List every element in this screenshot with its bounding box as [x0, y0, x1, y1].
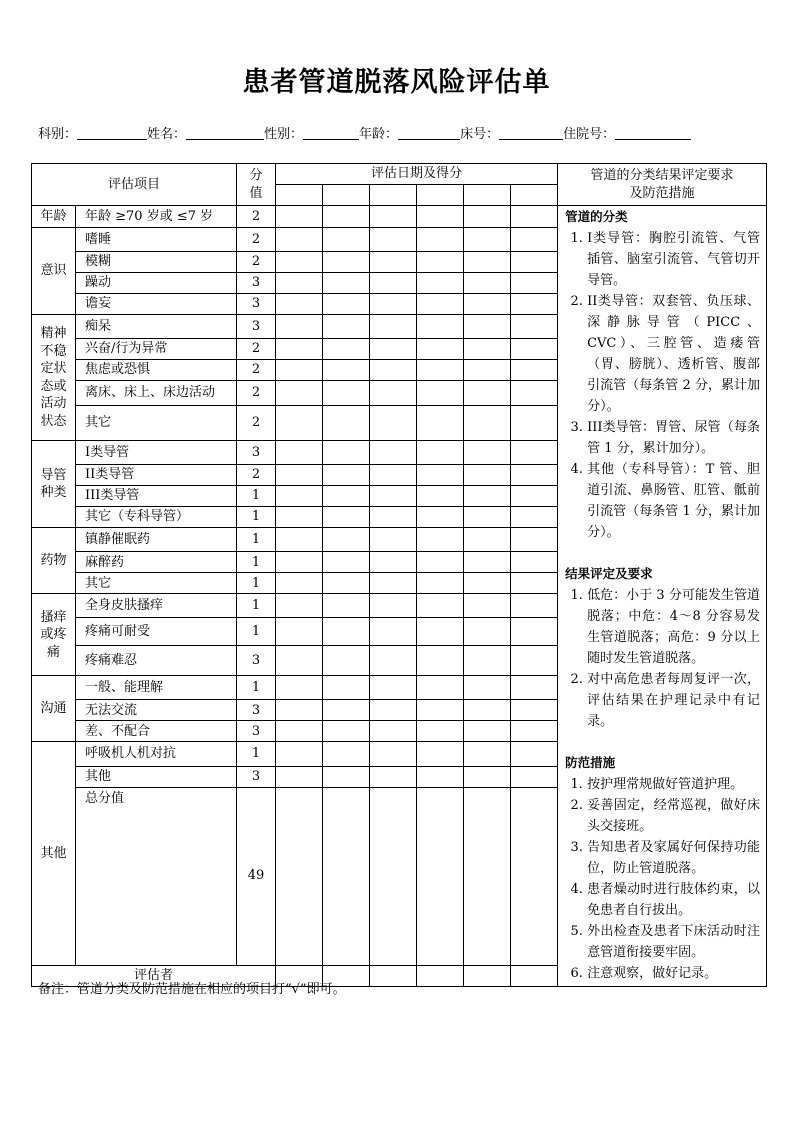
- score-cell[interactable]: [464, 360, 511, 381]
- score-cell[interactable]: [464, 646, 511, 676]
- score-cell[interactable]: [417, 315, 464, 339]
- item-score: 2: [237, 339, 276, 360]
- score-cell[interactable]: [276, 465, 323, 486]
- score-cell[interactable]: [276, 721, 323, 742]
- score-cell[interactable]: [323, 618, 370, 646]
- group-age: 年龄: [32, 206, 76, 228]
- score-cell[interactable]: [323, 573, 370, 594]
- classification-title: 管道的分类: [565, 209, 628, 224]
- score-cell[interactable]: [370, 700, 417, 721]
- score-cell[interactable]: [276, 315, 323, 339]
- item-score: 3: [237, 646, 276, 676]
- score-cell[interactable]: [511, 618, 558, 646]
- classification-list: [565, 228, 760, 543]
- score-cell[interactable]: [511, 787, 558, 965]
- item-label: 疼痛难忍: [76, 646, 237, 676]
- score-cell[interactable]: [370, 206, 417, 228]
- score-cell[interactable]: [511, 228, 558, 252]
- score-cell[interactable]: [417, 721, 464, 742]
- score-cell[interactable]: [276, 486, 323, 507]
- score-cell[interactable]: [464, 228, 511, 252]
- score-cell[interactable]: [323, 381, 370, 406]
- list-item: 3. 告知患者及家属好何保持功能位，防止管道脱落。: [587, 837, 760, 879]
- score-cell[interactable]: [323, 315, 370, 339]
- score-cell[interactable]: [417, 528, 464, 552]
- score-cell[interactable]: [464, 676, 511, 700]
- requirements-panel: [558, 206, 767, 987]
- item-score: 3: [237, 315, 276, 339]
- item-score: 1: [237, 528, 276, 552]
- score-cell[interactable]: [464, 787, 511, 965]
- signature-cell[interactable]: [511, 965, 558, 986]
- item-label: 一般、能理解: [76, 676, 237, 700]
- score-cell[interactable]: [464, 528, 511, 552]
- score-cell[interactable]: [370, 552, 417, 573]
- score-cell[interactable]: [370, 294, 417, 315]
- score-cell[interactable]: [511, 441, 558, 465]
- list-item: 1. 按护理常规做好管道护理。: [587, 774, 760, 795]
- score-cell[interactable]: [511, 766, 558, 787]
- score-cell[interactable]: [323, 646, 370, 676]
- header-score: 分 值: [237, 164, 276, 206]
- score-cell[interactable]: [464, 486, 511, 507]
- group-mental: 精神 不稳 定状 态或 活动 状态: [32, 315, 76, 441]
- score-cell[interactable]: [323, 228, 370, 252]
- score-cell[interactable]: [276, 206, 323, 228]
- item-label: 其它（专科导管）: [76, 507, 237, 528]
- list-item: 1. I类导管：胸腔引流管、气管插管、脑室引流管、气管切开导管。: [587, 228, 760, 291]
- score-cell[interactable]: [417, 742, 464, 766]
- total-score: 49: [237, 787, 276, 965]
- score-cell[interactable]: [276, 766, 323, 787]
- score-cell[interactable]: [464, 206, 511, 228]
- score-cell[interactable]: [276, 700, 323, 721]
- item-label: 谵妄: [76, 294, 237, 315]
- item-score: 2: [237, 360, 276, 381]
- score-cell[interactable]: [276, 594, 323, 618]
- item-label: 躁动: [76, 273, 237, 294]
- header-item: 评估项目: [32, 164, 237, 206]
- footnote: 备注：管道分类及防范措施在相应的项目打“√”即可。: [38, 982, 346, 997]
- score-cell[interactable]: [370, 339, 417, 360]
- name-label: 姓名：: [147, 127, 187, 142]
- score-cell[interactable]: [464, 594, 511, 618]
- score-cell[interactable]: [417, 339, 464, 360]
- score-cell[interactable]: [323, 465, 370, 486]
- item-score: 3: [237, 766, 276, 787]
- score-cell[interactable]: [323, 206, 370, 228]
- item-score: 1: [237, 552, 276, 573]
- score-cell[interactable]: [464, 252, 511, 273]
- signature-cell[interactable]: [464, 965, 511, 986]
- score-cell[interactable]: [511, 294, 558, 315]
- date-cell[interactable]: [511, 185, 558, 206]
- score-cell[interactable]: [417, 573, 464, 594]
- list-item: 2. II类导管：双套管、负压球、深静脉导管（PICC、CVC）、三腔管、造瘘管（胃、膀胱）、透析管、腹部引流管（每条管 2 分，累计加分）。: [587, 291, 760, 417]
- dept-field[interactable]: [77, 125, 147, 140]
- list-item: 2. 妥善固定，经常巡视，做好床头交接班。: [587, 795, 760, 837]
- score-cell[interactable]: [370, 381, 417, 406]
- score-cell[interactable]: [370, 573, 417, 594]
- score-cell[interactable]: [276, 252, 323, 273]
- score-cell[interactable]: [370, 676, 417, 700]
- score-cell[interactable]: [323, 742, 370, 766]
- score-cell[interactable]: [511, 676, 558, 700]
- item-score: 2: [237, 381, 276, 406]
- score-cell[interactable]: [323, 766, 370, 787]
- score-cell[interactable]: [370, 528, 417, 552]
- item-score: 2: [237, 406, 276, 441]
- item-score: 2: [237, 465, 276, 486]
- score-cell[interactable]: [464, 441, 511, 465]
- score-cell[interactable]: [276, 360, 323, 381]
- date-cell[interactable]: [464, 185, 511, 206]
- score-cell[interactable]: [511, 206, 558, 228]
- item-label: 麻醉药: [76, 552, 237, 573]
- item-label: 呼吸机人机对抗: [76, 742, 237, 766]
- score-cell[interactable]: [464, 552, 511, 573]
- score-cell[interactable]: [417, 441, 464, 465]
- group-other: 其他: [32, 742, 76, 965]
- score-cell[interactable]: [276, 646, 323, 676]
- score-cell[interactable]: [323, 528, 370, 552]
- item-score: 2: [237, 228, 276, 252]
- score-cell[interactable]: [370, 646, 417, 676]
- assessment-table: [31, 163, 767, 987]
- date-cell[interactable]: [323, 185, 370, 206]
- score-cell[interactable]: [417, 465, 464, 486]
- score-cell[interactable]: [464, 507, 511, 528]
- sex-field[interactable]: [303, 125, 359, 140]
- score-cell[interactable]: [370, 618, 417, 646]
- score-cell[interactable]: [276, 742, 323, 766]
- item-label: 其它: [76, 406, 237, 441]
- item-score: 1: [237, 594, 276, 618]
- item-label: 离床、床上、床边活动: [76, 381, 237, 406]
- list-item: 4. 患者燥动时进行肢体约束，以免患者自行拔出。: [587, 879, 760, 921]
- prevention-list: [565, 774, 760, 984]
- score-cell[interactable]: [276, 618, 323, 646]
- score-cell[interactable]: [323, 339, 370, 360]
- score-cell[interactable]: [511, 486, 558, 507]
- group-comm: 沟通: [32, 676, 76, 742]
- score-cell[interactable]: [370, 406, 417, 441]
- item-score: 1: [237, 507, 276, 528]
- item-label: 其它: [76, 573, 237, 594]
- score-cell[interactable]: [464, 618, 511, 646]
- score-cell[interactable]: [417, 360, 464, 381]
- signature-cell[interactable]: [370, 965, 417, 986]
- score-cell[interactable]: [511, 573, 558, 594]
- patient-info-line: [38, 123, 691, 142]
- score-cell[interactable]: [511, 406, 558, 441]
- score-cell[interactable]: [417, 787, 464, 965]
- evaluation-list: [565, 585, 760, 732]
- score-cell[interactable]: [511, 700, 558, 721]
- item-score: 3: [237, 721, 276, 742]
- signature-cell[interactable]: [417, 965, 464, 986]
- date-cell[interactable]: [276, 185, 323, 206]
- group-conscious: 意识: [32, 228, 76, 315]
- item-score: 1: [237, 676, 276, 700]
- score-cell[interactable]: [417, 507, 464, 528]
- list-item: 4. 其他（专科导管）：T 管、胆道引流、鼻肠管、肛管、骶前引流管（每条管 1 分，累计加分）。: [587, 459, 760, 543]
- score-cell[interactable]: [323, 486, 370, 507]
- admission-field[interactable]: [615, 125, 691, 140]
- date-cell[interactable]: [370, 185, 417, 206]
- score-cell[interactable]: [417, 273, 464, 294]
- total-label: 总分值: [76, 787, 237, 965]
- item-score: 3: [237, 273, 276, 294]
- admission-label: 住院号：: [563, 127, 616, 142]
- score-cell[interactable]: [276, 676, 323, 700]
- score-cell[interactable]: [323, 360, 370, 381]
- score-cell[interactable]: [464, 339, 511, 360]
- score-cell[interactable]: [323, 294, 370, 315]
- score-cell[interactable]: [276, 552, 323, 573]
- score-cell[interactable]: [417, 252, 464, 273]
- score-cell[interactable]: [323, 552, 370, 573]
- item-label: 痴呆: [76, 315, 237, 339]
- score-cell[interactable]: [417, 618, 464, 646]
- age-field[interactable]: [398, 125, 460, 140]
- score-cell[interactable]: [370, 594, 417, 618]
- date-cell[interactable]: [417, 185, 464, 206]
- item-label: I类导管: [76, 441, 237, 465]
- score-cell[interactable]: [323, 721, 370, 742]
- item-label: III类导管: [76, 486, 237, 507]
- item-label: 疼痛可耐受: [76, 618, 237, 646]
- header-dates: 评估日期及得分: [276, 164, 558, 185]
- score-cell[interactable]: [511, 721, 558, 742]
- item-label: 焦虑或恐惧: [76, 360, 237, 381]
- prevention-title: 防范措施: [565, 754, 616, 770]
- score-cell[interactable]: [323, 406, 370, 441]
- score-cell[interactable]: [276, 381, 323, 406]
- page-title: 患者管道脱落风险评估单: [242, 67, 551, 98]
- item-label: 年龄 ≥70 岁或 ≤7 岁: [76, 206, 237, 228]
- score-cell[interactable]: [370, 465, 417, 486]
- score-cell[interactable]: [464, 294, 511, 315]
- score-cell[interactable]: [276, 339, 323, 360]
- item-label: 兴奋/行为异常: [76, 339, 237, 360]
- group-drug: 药物: [32, 528, 76, 594]
- score-cell[interactable]: [370, 252, 417, 273]
- score-cell[interactable]: [511, 594, 558, 618]
- bed-label: 床号：: [460, 127, 500, 142]
- score-cell[interactable]: [511, 465, 558, 486]
- score-cell[interactable]: [464, 315, 511, 339]
- sex-label: 性别：: [264, 127, 304, 142]
- score-cell[interactable]: [323, 273, 370, 294]
- score-cell[interactable]: [417, 206, 464, 228]
- list-item: 3. III类导管：胃管、尿管（每条管 1 分，累计加分）。: [587, 417, 760, 459]
- score-cell[interactable]: [370, 273, 417, 294]
- score-cell[interactable]: [511, 552, 558, 573]
- score-cell[interactable]: [370, 441, 417, 465]
- score-cell[interactable]: [417, 676, 464, 700]
- score-cell[interactable]: [323, 700, 370, 721]
- assessor-label: 评估者: [32, 965, 276, 986]
- score-cell[interactable]: [511, 360, 558, 381]
- list-item: 2. 对中高危患者每周复评一次，评估结果在护理记录中有记录。: [587, 669, 760, 732]
- item-score: 3: [237, 700, 276, 721]
- score-cell[interactable]: [370, 360, 417, 381]
- name-field[interactable]: [186, 125, 264, 140]
- score-cell[interactable]: [511, 252, 558, 273]
- item-score: 1: [237, 618, 276, 646]
- score-cell[interactable]: [464, 273, 511, 294]
- score-cell[interactable]: [370, 766, 417, 787]
- score-cell[interactable]: [511, 507, 558, 528]
- score-cell[interactable]: [511, 273, 558, 294]
- score-cell[interactable]: [511, 339, 558, 360]
- item-score: 2: [237, 206, 276, 228]
- score-cell[interactable]: [464, 721, 511, 742]
- score-cell[interactable]: [464, 573, 511, 594]
- item-score: 1: [237, 573, 276, 594]
- score-cell[interactable]: [370, 486, 417, 507]
- group-itch-pain: 搔痒 或疼 痛: [32, 594, 76, 676]
- group-tube: 导管 种类: [32, 441, 76, 528]
- item-label: 差、不配合: [76, 721, 237, 742]
- list-item: 1. 低危：小于 3 分可能发生管道脱落；中危：4～8 分容易发生管道脱落；高危：9 分以上随时发生管道脱落。: [587, 585, 760, 669]
- score-cell[interactable]: [511, 315, 558, 339]
- score-cell[interactable]: [464, 406, 511, 441]
- score-cell[interactable]: [417, 486, 464, 507]
- score-cell[interactable]: [276, 228, 323, 252]
- score-cell[interactable]: [417, 594, 464, 618]
- score-cell[interactable]: [323, 787, 370, 965]
- evaluation-title: 结果评定及要求: [565, 565, 653, 581]
- item-label: II类导管: [76, 465, 237, 486]
- score-cell[interactable]: [417, 766, 464, 787]
- score-cell[interactable]: [276, 406, 323, 441]
- score-cell[interactable]: [417, 700, 464, 721]
- score-cell[interactable]: [417, 228, 464, 252]
- score-cell[interactable]: [276, 441, 323, 465]
- score-cell[interactable]: [276, 294, 323, 315]
- item-label: 嗜睡: [76, 228, 237, 252]
- score-cell[interactable]: [511, 528, 558, 552]
- list-item: 5. 外出检查及患者下床活动时注意管道衔接要牢固。: [587, 921, 760, 963]
- header-requirements: 管道的分类结果评定要求 及防范措施: [558, 164, 767, 206]
- score-cell[interactable]: [370, 228, 417, 252]
- score-cell[interactable]: [276, 528, 323, 552]
- item-score: 1: [237, 486, 276, 507]
- score-cell[interactable]: [464, 742, 511, 766]
- score-cell[interactable]: [511, 646, 558, 676]
- score-cell[interactable]: [417, 646, 464, 676]
- score-cell[interactable]: [323, 594, 370, 618]
- age-label: 年龄：: [359, 127, 399, 142]
- item-score: 3: [237, 441, 276, 465]
- score-cell[interactable]: [511, 381, 558, 406]
- item-label: 全身皮肤搔痒: [76, 594, 237, 618]
- score-cell[interactable]: [464, 381, 511, 406]
- item-label: 其他: [76, 766, 237, 787]
- table-row: [32, 206, 767, 228]
- score-cell[interactable]: [370, 315, 417, 339]
- score-cell[interactable]: [323, 252, 370, 273]
- score-cell[interactable]: [276, 573, 323, 594]
- item-score: 1: [237, 742, 276, 766]
- score-cell[interactable]: [464, 465, 511, 486]
- score-cell[interactable]: [370, 742, 417, 766]
- item-score: 2: [237, 252, 276, 273]
- score-cell[interactable]: [370, 507, 417, 528]
- item-score: 3: [237, 294, 276, 315]
- item-label: 模糊: [76, 252, 237, 273]
- dept-label: 科别：: [38, 127, 78, 142]
- score-cell[interactable]: [417, 406, 464, 441]
- score-cell[interactable]: [276, 273, 323, 294]
- score-cell[interactable]: [464, 766, 511, 787]
- item-label: 无法交流: [76, 700, 237, 721]
- score-cell[interactable]: [323, 507, 370, 528]
- score-cell[interactable]: [417, 381, 464, 406]
- score-cell[interactable]: [276, 787, 323, 965]
- score-cell[interactable]: [370, 787, 417, 965]
- bed-field[interactable]: [499, 125, 563, 140]
- score-cell[interactable]: [417, 552, 464, 573]
- score-cell[interactable]: [370, 721, 417, 742]
- score-cell[interactable]: [417, 294, 464, 315]
- item-label: 镇静催眠药: [76, 528, 237, 552]
- score-cell[interactable]: [511, 742, 558, 766]
- score-cell[interactable]: [276, 507, 323, 528]
- score-cell[interactable]: [323, 441, 370, 465]
- score-cell[interactable]: [323, 676, 370, 700]
- list-item: 6. 注意观察，做好记录。: [587, 963, 760, 984]
- score-cell[interactable]: [464, 700, 511, 721]
